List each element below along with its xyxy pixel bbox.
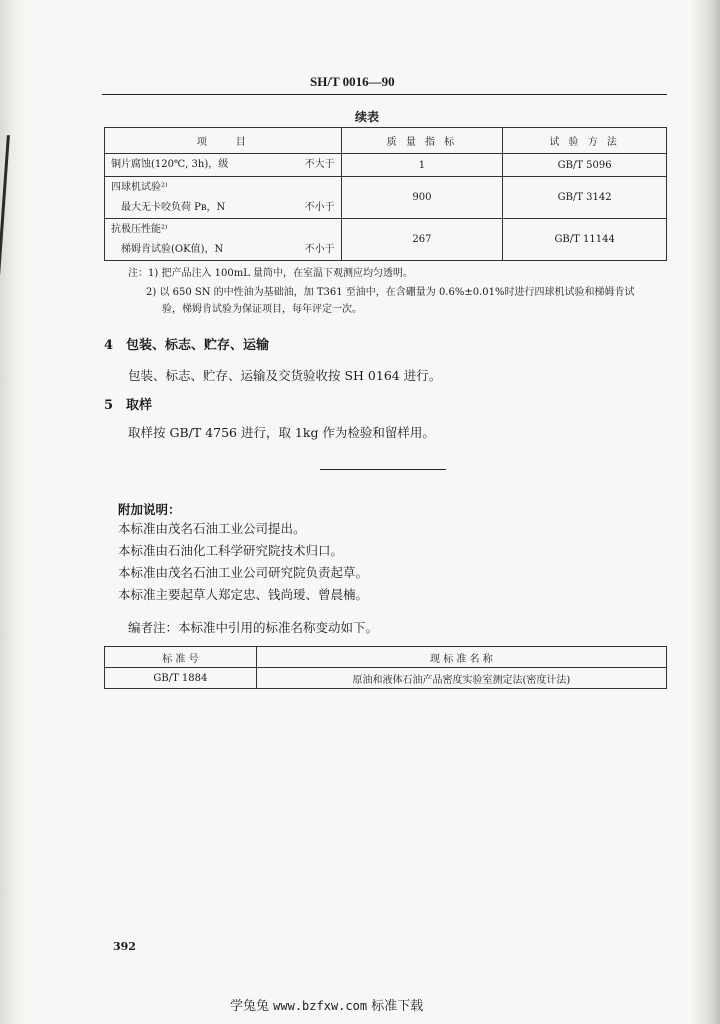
table-row — [105, 154, 667, 177]
standard-number: GB/T 1884 — [105, 668, 257, 689]
col-header-value: 质 量 指 标 — [341, 128, 503, 154]
page-number: 392 — [113, 940, 136, 953]
col-header-method: 试 验 方 法 — [503, 128, 667, 154]
names-header-row — [105, 647, 667, 668]
additional-line: 本标准由石油化工科学研究院技术归口。 — [118, 543, 344, 558]
section-4-text: 包装、标志、贮存、运输及交货验收按 SH 0164 进行。 — [128, 368, 442, 383]
row-item-cell — [105, 219, 342, 261]
standard-name: 原油和液体石油产品密度实验室测定法(密度计法) — [256, 668, 666, 689]
section-4-heading: 4 包装、标志、贮存、运输 — [104, 338, 270, 353]
scan-edge-left — [0, 0, 26, 1024]
row-value: 1 — [341, 154, 503, 177]
row-item: 铜片腐蚀(120℃, 3h)，级 — [111, 159, 229, 170]
row-subitem: 最大无卡咬负荷 Pʙ，N — [121, 201, 226, 213]
names-table — [104, 646, 667, 689]
footer-watermark — [230, 995, 423, 1014]
row-value: 900 — [341, 177, 503, 219]
row-item: 抗极压性能²⁾ — [111, 223, 168, 235]
footer-prefix: 学兔兔 — [230, 999, 270, 1014]
additional-title: 附加说明： — [118, 502, 181, 517]
row-method: GB/T 3142 — [503, 177, 667, 219]
editor-note: 编者注：本标准中引用的标准名称变动如下。 — [128, 620, 379, 635]
row-method: GB/T 11144 — [503, 219, 667, 261]
footer-suffix: 标准下载 — [371, 999, 424, 1014]
note-1: 注：1) 把产品注入 100mL 量筒中，在室温下观测应均匀透明。 — [128, 268, 414, 279]
row-method: GB/T 5096 — [503, 154, 667, 177]
additional-line: 本标准主要起草人郑定忠、钱尚瑷、曾晨楠。 — [118, 587, 369, 602]
additional-line: 本标准由茂名石油工业公司提出。 — [118, 521, 306, 536]
row-item: 四球机试验²⁾ — [111, 181, 168, 193]
table-row — [105, 219, 667, 261]
row-condition: 不大于 — [304, 159, 335, 170]
standard-code: SH/T 0016—90 — [310, 74, 395, 89]
row-subitem: 梯姆肯试验(OK值)，N — [121, 243, 224, 255]
table-row — [105, 668, 667, 689]
end-separator — [320, 469, 446, 470]
row-item-cell — [105, 154, 342, 177]
col-header-name: 现 标 准 名 称 — [256, 647, 666, 668]
spec-table — [104, 127, 667, 261]
row-condition: 不小于 — [304, 243, 335, 255]
additional-line: 本标准由茂名石油工业公司研究院负责起草。 — [118, 565, 369, 580]
col-header-code: 标 准 号 — [105, 647, 257, 668]
section-5-heading: 5 取样 — [104, 398, 153, 413]
header-rule — [102, 94, 667, 95]
note-2: 2) 以 650 SN 的中性油为基础油，加 T361 至油中，在含硼量为 0.6%±0.01%时进行四球机试验和梯姆肯试 — [146, 287, 635, 298]
table-row — [105, 177, 667, 219]
note-2-cont: 验，梯姆肯试验为保证项目，每年评定一次。 — [162, 304, 362, 315]
footer-url[interactable]: www.bzfxw.com — [273, 999, 368, 1013]
row-condition: 不小于 — [304, 201, 335, 213]
section-5-text: 取样按 GB/T 4756 进行，取 1kg 作为检验和留样用。 — [128, 425, 435, 440]
col-header-item: 项 目 — [105, 128, 342, 154]
row-value: 267 — [341, 219, 503, 261]
table-title: 续表 — [355, 110, 380, 124]
scan-edge-right — [690, 0, 720, 1024]
table-header-row — [105, 128, 667, 154]
row-item-cell — [105, 177, 342, 219]
